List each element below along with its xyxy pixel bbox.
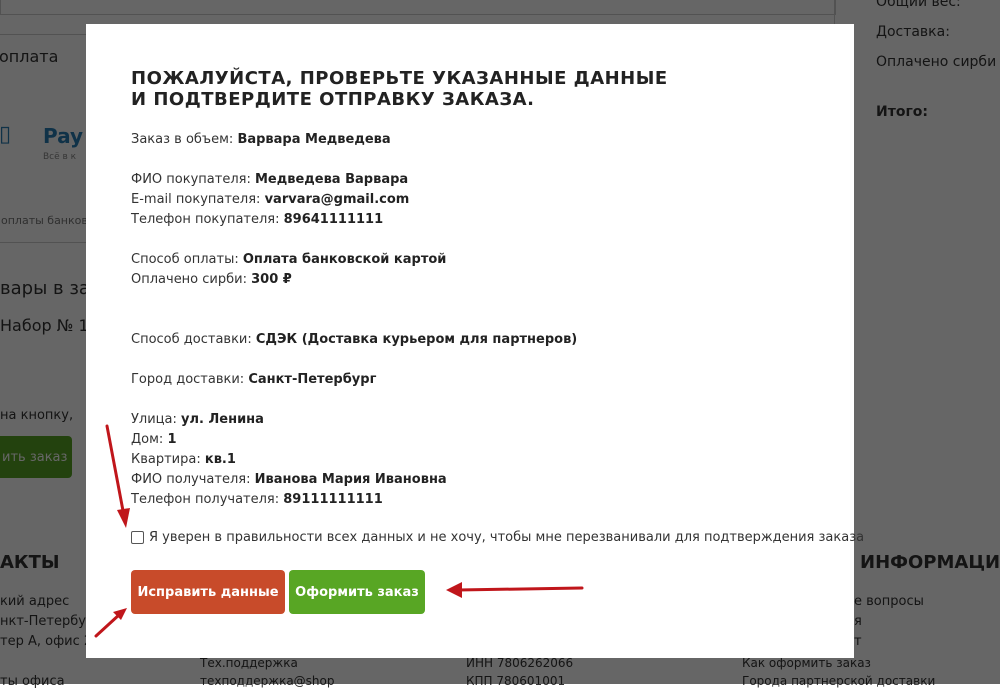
recipient-phone-row (131, 492, 383, 507)
street-value: ул. Ленина (181, 412, 264, 427)
place-order-button-label: Оформить заказ (295, 584, 419, 600)
buyer-email-label: E-mail покупателя: (131, 192, 265, 207)
modal-title-line2: И ПОДТВЕРДИТЕ ОТПРАВКУ ЗАКАЗА. (131, 89, 535, 110)
order-volume-label: Заказ в объем: (131, 132, 238, 147)
apartment-value: кв.1 (204, 452, 236, 467)
confirm-order-modal (86, 24, 865, 658)
delivery-method-value: СДЭК (Доставка курьером для партнеров) (255, 332, 578, 347)
payment-method-row (131, 252, 446, 267)
street-label: Улица: (131, 412, 182, 427)
place-order-button[interactable] (289, 570, 425, 614)
recipient-name-label: ФИО получателя: (131, 472, 255, 487)
house-label: Дом: (131, 432, 168, 447)
delivery-method-row (131, 332, 577, 347)
payment-method-label: Способ оплаты: (131, 252, 243, 267)
paid-sirbi-label: Оплачено сирби: (131, 272, 252, 287)
buyer-email-row (131, 192, 409, 207)
apartment-row (131, 452, 236, 467)
fix-data-button-label: Исправить данные (137, 584, 279, 600)
apartment-label: Квартира: (131, 452, 205, 467)
recipient-phone-value: 89111111111 (283, 492, 383, 507)
street-row (131, 412, 264, 427)
paid-sirbi-value: 300 ₽ (251, 272, 292, 287)
fix-data-button[interactable] (131, 570, 285, 614)
order-volume-row (131, 132, 391, 147)
buyer-name-label: ФИО покупателя: (131, 172, 255, 187)
delivery-city-value: Санкт-Петербург (248, 372, 377, 387)
recipient-name-value: Иванова Мария Ивановна (254, 472, 447, 487)
delivery-city-row (131, 372, 376, 387)
confirm-checkbox-label[interactable]: Я уверен в правильности всех данных и не хочу, чтобы мне перезванивали для подтверждения заказа (149, 530, 865, 545)
buyer-name-value: Медведева Варвара (254, 172, 409, 187)
modal-title-line1: ПОЖАЛУЙСТА, ПРОВЕРЬТЕ УКАЗАННЫЕ ДАННЫЕ (131, 68, 668, 89)
payment-method-value: Оплата банковской картой (242, 252, 447, 267)
house-value: 1 (167, 432, 177, 447)
paid-sirbi-row (131, 272, 292, 287)
buyer-email-value: varvara@gmail.com (264, 192, 410, 207)
buyer-phone-row (131, 212, 383, 227)
order-volume-value: Варвара Медведева (237, 132, 391, 147)
delivery-method-label: Способ доставки: (131, 332, 256, 347)
house-row (131, 432, 176, 447)
buyer-phone-value: 89641111111 (283, 212, 384, 227)
recipient-name-row (131, 472, 447, 487)
confirm-checkbox[interactable] (131, 531, 144, 544)
recipient-phone-label: Телефон получателя: (131, 492, 284, 507)
confirm-checkbox-row[interactable] (131, 530, 864, 545)
delivery-city-label: Город доставки: (131, 372, 249, 387)
buyer-phone-label: Телефон покупателя: (131, 212, 284, 227)
buyer-name-row (131, 172, 408, 187)
modal-title (131, 68, 731, 110)
